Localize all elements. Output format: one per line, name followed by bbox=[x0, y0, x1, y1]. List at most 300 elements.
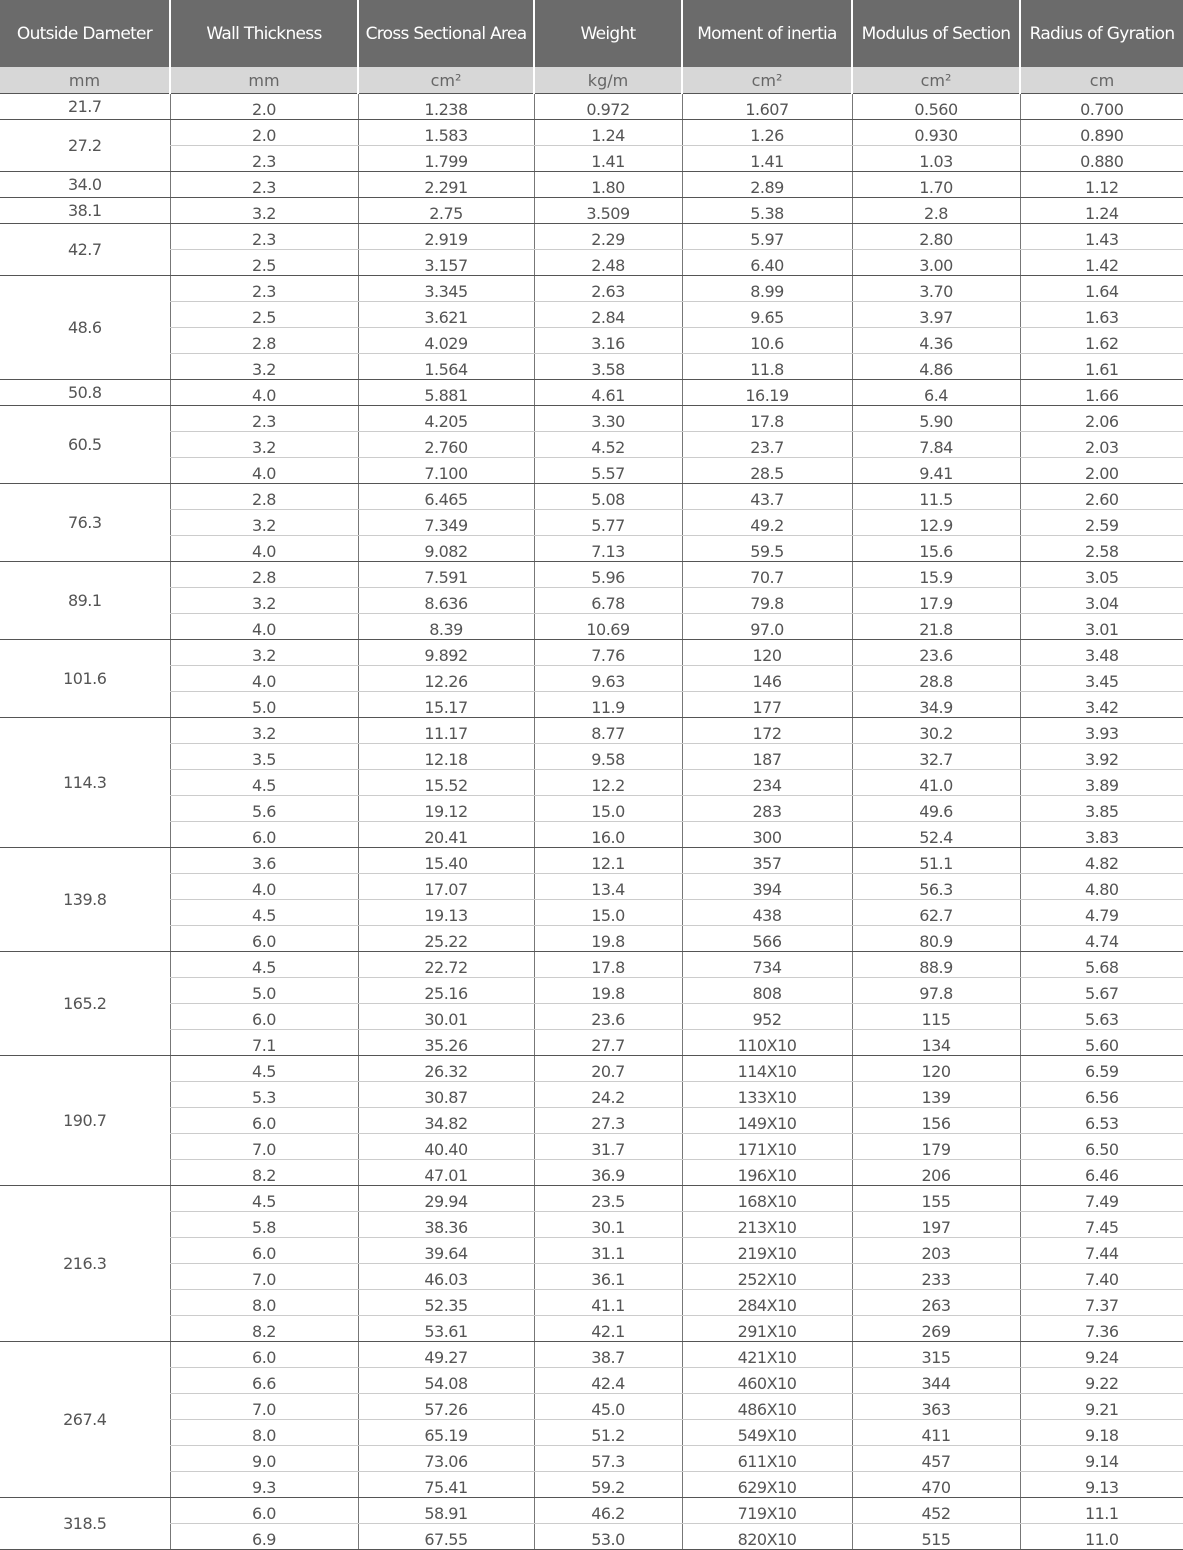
weight-cell: 45.0 bbox=[534, 1394, 682, 1420]
weight-cell: 51.2 bbox=[534, 1420, 682, 1446]
modulus-of-section-cell: 344 bbox=[852, 1368, 1020, 1394]
unit-cross-sectional-area: cm² bbox=[358, 67, 534, 94]
table-row bbox=[0, 510, 1183, 536]
modulus-of-section-cell: 457 bbox=[852, 1446, 1020, 1472]
radius-of-gyration-cell: 3.83 bbox=[1020, 822, 1183, 848]
cross-sectional-area-cell: 73.06 bbox=[358, 1446, 534, 1472]
moment-of-inertia-cell: 5.38 bbox=[682, 198, 852, 224]
wall-thickness-cell: 2.3 bbox=[170, 146, 358, 172]
unit-moment-of-inertia: cm² bbox=[682, 67, 852, 94]
table-row bbox=[0, 354, 1183, 380]
weight-cell: 27.3 bbox=[534, 1108, 682, 1134]
moment-of-inertia-cell: 291X10 bbox=[682, 1316, 852, 1342]
table-row bbox=[0, 1342, 1183, 1368]
moment-of-inertia-cell: 149X10 bbox=[682, 1108, 852, 1134]
table-row bbox=[0, 406, 1183, 432]
outside-diameter-cell: 50.8 bbox=[0, 380, 170, 406]
wall-thickness-cell: 5.6 bbox=[170, 796, 358, 822]
outside-diameter-cell: 42.7 bbox=[0, 224, 170, 276]
weight-cell: 13.4 bbox=[534, 874, 682, 900]
radius-of-gyration-cell: 9.14 bbox=[1020, 1446, 1183, 1472]
modulus-of-section-cell: 32.7 bbox=[852, 744, 1020, 770]
moment-of-inertia-cell: 70.7 bbox=[682, 562, 852, 588]
header-radius-of-gyration: Radius of Gyration bbox=[1020, 0, 1183, 67]
radius-of-gyration-cell: 3.05 bbox=[1020, 562, 1183, 588]
modulus-of-section-cell: 470 bbox=[852, 1472, 1020, 1498]
modulus-of-section-cell: 156 bbox=[852, 1108, 1020, 1134]
table-row bbox=[0, 224, 1183, 250]
cross-sectional-area-cell: 6.465 bbox=[358, 484, 534, 510]
wall-thickness-cell: 5.3 bbox=[170, 1082, 358, 1108]
wall-thickness-cell: 6.0 bbox=[170, 1004, 358, 1030]
radius-of-gyration-cell: 4.80 bbox=[1020, 874, 1183, 900]
modulus-of-section-cell: 12.9 bbox=[852, 510, 1020, 536]
wall-thickness-cell: 7.1 bbox=[170, 1030, 358, 1056]
wall-thickness-cell: 7.0 bbox=[170, 1134, 358, 1160]
moment-of-inertia-cell: 49.2 bbox=[682, 510, 852, 536]
weight-cell: 57.3 bbox=[534, 1446, 682, 1472]
modulus-of-section-cell: 1.70 bbox=[852, 172, 1020, 198]
moment-of-inertia-cell: 110X10 bbox=[682, 1030, 852, 1056]
modulus-of-section-cell: 52.4 bbox=[852, 822, 1020, 848]
cross-sectional-area-cell: 46.03 bbox=[358, 1264, 534, 1290]
cross-sectional-area-cell: 38.36 bbox=[358, 1212, 534, 1238]
cross-sectional-area-cell: 9.082 bbox=[358, 536, 534, 562]
modulus-of-section-cell: 2.80 bbox=[852, 224, 1020, 250]
modulus-of-section-cell: 233 bbox=[852, 1264, 1020, 1290]
table-row bbox=[0, 1212, 1183, 1238]
radius-of-gyration-cell: 11.1 bbox=[1020, 1498, 1183, 1524]
cross-sectional-area-cell: 25.16 bbox=[358, 978, 534, 1004]
cross-sectional-area-cell: 35.26 bbox=[358, 1030, 534, 1056]
wall-thickness-cell: 2.0 bbox=[170, 120, 358, 146]
radius-of-gyration-cell: 5.63 bbox=[1020, 1004, 1183, 1030]
cross-sectional-area-cell: 15.40 bbox=[358, 848, 534, 874]
cross-sectional-area-cell: 3.157 bbox=[358, 250, 534, 276]
radius-of-gyration-cell: 2.58 bbox=[1020, 536, 1183, 562]
wall-thickness-cell: 2.5 bbox=[170, 302, 358, 328]
radius-of-gyration-cell: 9.13 bbox=[1020, 1472, 1183, 1498]
moment-of-inertia-cell: 719X10 bbox=[682, 1498, 852, 1524]
radius-of-gyration-cell: 5.60 bbox=[1020, 1030, 1183, 1056]
weight-cell: 16.0 bbox=[534, 822, 682, 848]
radius-of-gyration-cell: 0.700 bbox=[1020, 94, 1183, 120]
moment-of-inertia-cell: 9.65 bbox=[682, 302, 852, 328]
weight-cell: 12.2 bbox=[534, 770, 682, 796]
radius-of-gyration-cell: 2.60 bbox=[1020, 484, 1183, 510]
table-row bbox=[0, 198, 1183, 224]
wall-thickness-cell: 7.0 bbox=[170, 1394, 358, 1420]
table-row bbox=[0, 900, 1183, 926]
weight-cell: 0.972 bbox=[534, 94, 682, 120]
modulus-of-section-cell: 269 bbox=[852, 1316, 1020, 1342]
table-row bbox=[0, 822, 1183, 848]
moment-of-inertia-cell: 6.40 bbox=[682, 250, 852, 276]
wall-thickness-cell: 8.2 bbox=[170, 1160, 358, 1186]
radius-of-gyration-cell: 7.45 bbox=[1020, 1212, 1183, 1238]
cross-sectional-area-cell: 22.72 bbox=[358, 952, 534, 978]
cross-sectional-area-cell: 12.18 bbox=[358, 744, 534, 770]
wall-thickness-cell: 8.0 bbox=[170, 1290, 358, 1316]
cross-sectional-area-cell: 9.892 bbox=[358, 640, 534, 666]
moment-of-inertia-cell: 11.8 bbox=[682, 354, 852, 380]
table-row bbox=[0, 1472, 1183, 1498]
radius-of-gyration-cell: 3.45 bbox=[1020, 666, 1183, 692]
moment-of-inertia-cell: 196X10 bbox=[682, 1160, 852, 1186]
cross-sectional-area-cell: 67.55 bbox=[358, 1524, 534, 1550]
weight-cell: 7.76 bbox=[534, 640, 682, 666]
weight-cell: 3.509 bbox=[534, 198, 682, 224]
modulus-of-section-cell: 97.8 bbox=[852, 978, 1020, 1004]
cross-sectional-area-cell: 11.17 bbox=[358, 718, 534, 744]
cross-sectional-area-cell: 15.52 bbox=[358, 770, 534, 796]
moment-of-inertia-cell: 43.7 bbox=[682, 484, 852, 510]
moment-of-inertia-cell: 97.0 bbox=[682, 614, 852, 640]
radius-of-gyration-cell: 1.62 bbox=[1020, 328, 1183, 354]
moment-of-inertia-cell: 59.5 bbox=[682, 536, 852, 562]
cross-sectional-area-cell: 47.01 bbox=[358, 1160, 534, 1186]
table-row bbox=[0, 1446, 1183, 1472]
moment-of-inertia-cell: 16.19 bbox=[682, 380, 852, 406]
table-row bbox=[0, 432, 1183, 458]
header-title-row bbox=[0, 0, 1183, 67]
modulus-of-section-cell: 206 bbox=[852, 1160, 1020, 1186]
wall-thickness-cell: 6.0 bbox=[170, 1342, 358, 1368]
table-row bbox=[0, 146, 1183, 172]
table-row bbox=[0, 1238, 1183, 1264]
moment-of-inertia-cell: 357 bbox=[682, 848, 852, 874]
header-weight: Weight bbox=[534, 0, 682, 67]
weight-cell: 20.7 bbox=[534, 1056, 682, 1082]
moment-of-inertia-cell: 172 bbox=[682, 718, 852, 744]
outside-diameter-cell: 267.4 bbox=[0, 1342, 170, 1498]
radius-of-gyration-cell: 7.37 bbox=[1020, 1290, 1183, 1316]
radius-of-gyration-cell: 7.40 bbox=[1020, 1264, 1183, 1290]
table-row bbox=[0, 1264, 1183, 1290]
header-unit-row bbox=[0, 67, 1183, 94]
table-row bbox=[0, 1394, 1183, 1420]
cross-sectional-area-cell: 29.94 bbox=[358, 1186, 534, 1212]
wall-thickness-cell: 2.8 bbox=[170, 328, 358, 354]
cross-sectional-area-cell: 54.08 bbox=[358, 1368, 534, 1394]
table-row bbox=[0, 770, 1183, 796]
cross-sectional-area-cell: 1.564 bbox=[358, 354, 534, 380]
unit-modulus-of-section: cm² bbox=[852, 67, 1020, 94]
table-row bbox=[0, 172, 1183, 198]
modulus-of-section-cell: 80.9 bbox=[852, 926, 1020, 952]
cross-sectional-area-cell: 3.621 bbox=[358, 302, 534, 328]
radius-of-gyration-cell: 3.92 bbox=[1020, 744, 1183, 770]
table-row bbox=[0, 978, 1183, 1004]
modulus-of-section-cell: 120 bbox=[852, 1056, 1020, 1082]
weight-cell: 42.1 bbox=[534, 1316, 682, 1342]
header-outside-diameter: Outside Dameter bbox=[0, 0, 170, 67]
weight-cell: 9.58 bbox=[534, 744, 682, 770]
table-row bbox=[0, 562, 1183, 588]
wall-thickness-cell: 4.0 bbox=[170, 666, 358, 692]
table-row bbox=[0, 120, 1183, 146]
weight-cell: 1.80 bbox=[534, 172, 682, 198]
radius-of-gyration-cell: 9.18 bbox=[1020, 1420, 1183, 1446]
cross-sectional-area-cell: 8.636 bbox=[358, 588, 534, 614]
modulus-of-section-cell: 1.03 bbox=[852, 146, 1020, 172]
moment-of-inertia-cell: 114X10 bbox=[682, 1056, 852, 1082]
outside-diameter-cell: 101.6 bbox=[0, 640, 170, 718]
table-row bbox=[0, 640, 1183, 666]
wall-thickness-cell: 3.2 bbox=[170, 718, 358, 744]
modulus-of-section-cell: 263 bbox=[852, 1290, 1020, 1316]
weight-cell: 2.84 bbox=[534, 302, 682, 328]
moment-of-inertia-cell: 17.8 bbox=[682, 406, 852, 432]
outside-diameter-cell: 27.2 bbox=[0, 120, 170, 172]
wall-thickness-cell: 2.8 bbox=[170, 484, 358, 510]
moment-of-inertia-cell: 146 bbox=[682, 666, 852, 692]
table-row bbox=[0, 1134, 1183, 1160]
outside-diameter-cell: 34.0 bbox=[0, 172, 170, 198]
weight-cell: 17.8 bbox=[534, 952, 682, 978]
table-row bbox=[0, 796, 1183, 822]
radius-of-gyration-cell: 2.03 bbox=[1020, 432, 1183, 458]
outside-diameter-cell: 114.3 bbox=[0, 718, 170, 848]
unit-weight: kg/m bbox=[534, 67, 682, 94]
weight-cell: 2.48 bbox=[534, 250, 682, 276]
wall-thickness-cell: 6.0 bbox=[170, 1238, 358, 1264]
table-row bbox=[0, 1056, 1183, 1082]
moment-of-inertia-cell: 300 bbox=[682, 822, 852, 848]
cross-sectional-area-cell: 8.39 bbox=[358, 614, 534, 640]
cross-sectional-area-cell: 2.291 bbox=[358, 172, 534, 198]
table-row bbox=[0, 1498, 1183, 1524]
weight-cell: 3.30 bbox=[534, 406, 682, 432]
radius-of-gyration-cell: 3.93 bbox=[1020, 718, 1183, 744]
modulus-of-section-cell: 203 bbox=[852, 1238, 1020, 1264]
radius-of-gyration-cell: 7.36 bbox=[1020, 1316, 1183, 1342]
table-row bbox=[0, 588, 1183, 614]
cross-sectional-area-cell: 30.87 bbox=[358, 1082, 534, 1108]
cross-sectional-area-cell: 26.32 bbox=[358, 1056, 534, 1082]
outside-diameter-cell: 165.2 bbox=[0, 952, 170, 1056]
weight-cell: 10.69 bbox=[534, 614, 682, 640]
outside-diameter-cell: 139.8 bbox=[0, 848, 170, 952]
wall-thickness-cell: 5.8 bbox=[170, 1212, 358, 1238]
modulus-of-section-cell: 41.0 bbox=[852, 770, 1020, 796]
radius-of-gyration-cell: 1.64 bbox=[1020, 276, 1183, 302]
table-row bbox=[0, 1290, 1183, 1316]
wall-thickness-cell: 5.0 bbox=[170, 978, 358, 1004]
moment-of-inertia-cell: 1.41 bbox=[682, 146, 852, 172]
wall-thickness-cell: 4.5 bbox=[170, 770, 358, 796]
table-row bbox=[0, 1420, 1183, 1446]
outside-diameter-cell: 190.7 bbox=[0, 1056, 170, 1186]
modulus-of-section-cell: 115 bbox=[852, 1004, 1020, 1030]
moment-of-inertia-cell: 486X10 bbox=[682, 1394, 852, 1420]
moment-of-inertia-cell: 611X10 bbox=[682, 1446, 852, 1472]
wall-thickness-cell: 4.5 bbox=[170, 900, 358, 926]
table-row bbox=[0, 1160, 1183, 1186]
weight-cell: 38.7 bbox=[534, 1342, 682, 1368]
moment-of-inertia-cell: 820X10 bbox=[682, 1524, 852, 1550]
weight-cell: 4.52 bbox=[534, 432, 682, 458]
table-row bbox=[0, 926, 1183, 952]
weight-cell: 15.0 bbox=[534, 796, 682, 822]
moment-of-inertia-cell: 734 bbox=[682, 952, 852, 978]
weight-cell: 23.5 bbox=[534, 1186, 682, 1212]
radius-of-gyration-cell: 1.66 bbox=[1020, 380, 1183, 406]
wall-thickness-cell: 4.0 bbox=[170, 536, 358, 562]
table-row bbox=[0, 1368, 1183, 1394]
cross-sectional-area-cell: 57.26 bbox=[358, 1394, 534, 1420]
wall-thickness-cell: 3.6 bbox=[170, 848, 358, 874]
outside-diameter-cell: 21.7 bbox=[0, 94, 170, 120]
wall-thickness-cell: 4.0 bbox=[170, 458, 358, 484]
moment-of-inertia-cell: 23.7 bbox=[682, 432, 852, 458]
modulus-of-section-cell: 7.84 bbox=[852, 432, 1020, 458]
cross-sectional-area-cell: 7.100 bbox=[358, 458, 534, 484]
weight-cell: 3.58 bbox=[534, 354, 682, 380]
cross-sectional-area-cell: 5.881 bbox=[358, 380, 534, 406]
modulus-of-section-cell: 4.86 bbox=[852, 354, 1020, 380]
wall-thickness-cell: 8.2 bbox=[170, 1316, 358, 1342]
modulus-of-section-cell: 9.41 bbox=[852, 458, 1020, 484]
wall-thickness-cell: 3.5 bbox=[170, 744, 358, 770]
wall-thickness-cell: 4.0 bbox=[170, 614, 358, 640]
radius-of-gyration-cell: 1.42 bbox=[1020, 250, 1183, 276]
wall-thickness-cell: 3.2 bbox=[170, 354, 358, 380]
outside-diameter-cell: 48.6 bbox=[0, 276, 170, 380]
moment-of-inertia-cell: 171X10 bbox=[682, 1134, 852, 1160]
weight-cell: 3.16 bbox=[534, 328, 682, 354]
modulus-of-section-cell: 197 bbox=[852, 1212, 1020, 1238]
wall-thickness-cell: 6.0 bbox=[170, 1108, 358, 1134]
weight-cell: 19.8 bbox=[534, 926, 682, 952]
radius-of-gyration-cell: 4.79 bbox=[1020, 900, 1183, 926]
table-row bbox=[0, 1030, 1183, 1056]
moment-of-inertia-cell: 8.99 bbox=[682, 276, 852, 302]
header-moment-of-inertia: Moment of inertia bbox=[682, 0, 852, 67]
radius-of-gyration-cell: 4.82 bbox=[1020, 848, 1183, 874]
cross-sectional-area-cell: 2.760 bbox=[358, 432, 534, 458]
cross-sectional-area-cell: 30.01 bbox=[358, 1004, 534, 1030]
header-modulus-of-section: Modulus of Section bbox=[852, 0, 1020, 67]
weight-cell: 59.2 bbox=[534, 1472, 682, 1498]
moment-of-inertia-cell: 438 bbox=[682, 900, 852, 926]
moment-of-inertia-cell: 1.26 bbox=[682, 120, 852, 146]
wall-thickness-cell: 2.3 bbox=[170, 224, 358, 250]
moment-of-inertia-cell: 177 bbox=[682, 692, 852, 718]
modulus-of-section-cell: 3.00 bbox=[852, 250, 1020, 276]
moment-of-inertia-cell: 808 bbox=[682, 978, 852, 1004]
wall-thickness-cell: 4.5 bbox=[170, 1056, 358, 1082]
weight-cell: 1.41 bbox=[534, 146, 682, 172]
moment-of-inertia-cell: 120 bbox=[682, 640, 852, 666]
radius-of-gyration-cell: 2.06 bbox=[1020, 406, 1183, 432]
wall-thickness-cell: 4.5 bbox=[170, 952, 358, 978]
radius-of-gyration-cell: 3.04 bbox=[1020, 588, 1183, 614]
radius-of-gyration-cell: 6.46 bbox=[1020, 1160, 1183, 1186]
table-row bbox=[0, 692, 1183, 718]
modulus-of-section-cell: 15.6 bbox=[852, 536, 1020, 562]
modulus-of-section-cell: 49.6 bbox=[852, 796, 1020, 822]
radius-of-gyration-cell: 6.53 bbox=[1020, 1108, 1183, 1134]
weight-cell: 5.77 bbox=[534, 510, 682, 536]
cross-sectional-area-cell: 40.40 bbox=[358, 1134, 534, 1160]
outside-diameter-cell: 318.5 bbox=[0, 1498, 170, 1550]
outside-diameter-cell: 38.1 bbox=[0, 198, 170, 224]
radius-of-gyration-cell: 6.50 bbox=[1020, 1134, 1183, 1160]
weight-cell: 5.96 bbox=[534, 562, 682, 588]
outside-diameter-cell: 76.3 bbox=[0, 484, 170, 562]
wall-thickness-cell: 4.5 bbox=[170, 1186, 358, 1212]
cross-sectional-area-cell: 19.12 bbox=[358, 796, 534, 822]
radius-of-gyration-cell: 4.74 bbox=[1020, 926, 1183, 952]
table-row bbox=[0, 874, 1183, 900]
wall-thickness-cell: 2.3 bbox=[170, 276, 358, 302]
weight-cell: 1.24 bbox=[534, 120, 682, 146]
wall-thickness-cell: 2.3 bbox=[170, 172, 358, 198]
weight-cell: 23.6 bbox=[534, 1004, 682, 1030]
radius-of-gyration-cell: 2.59 bbox=[1020, 510, 1183, 536]
wall-thickness-cell: 3.2 bbox=[170, 588, 358, 614]
wall-thickness-cell: 3.2 bbox=[170, 510, 358, 536]
wall-thickness-cell: 3.2 bbox=[170, 432, 358, 458]
cross-sectional-area-cell: 25.22 bbox=[358, 926, 534, 952]
moment-of-inertia-cell: 394 bbox=[682, 874, 852, 900]
weight-cell: 4.61 bbox=[534, 380, 682, 406]
radius-of-gyration-cell: 3.89 bbox=[1020, 770, 1183, 796]
moment-of-inertia-cell: 234 bbox=[682, 770, 852, 796]
cross-sectional-area-cell: 12.26 bbox=[358, 666, 534, 692]
modulus-of-section-cell: 515 bbox=[852, 1524, 1020, 1550]
radius-of-gyration-cell: 2.00 bbox=[1020, 458, 1183, 484]
radius-of-gyration-cell: 0.880 bbox=[1020, 146, 1183, 172]
cross-sectional-area-cell: 52.35 bbox=[358, 1290, 534, 1316]
radius-of-gyration-cell: 7.44 bbox=[1020, 1238, 1183, 1264]
header-wall-thickness: Wall Thickness bbox=[170, 0, 358, 67]
weight-cell: 42.4 bbox=[534, 1368, 682, 1394]
moment-of-inertia-cell: 2.89 bbox=[682, 172, 852, 198]
wall-thickness-cell: 2.8 bbox=[170, 562, 358, 588]
wall-thickness-cell: 4.0 bbox=[170, 380, 358, 406]
wall-thickness-cell: 2.0 bbox=[170, 94, 358, 120]
radius-of-gyration-cell: 9.21 bbox=[1020, 1394, 1183, 1420]
outside-diameter-cell: 216.3 bbox=[0, 1186, 170, 1342]
wall-thickness-cell: 3.2 bbox=[170, 198, 358, 224]
weight-cell: 6.78 bbox=[534, 588, 682, 614]
weight-cell: 9.63 bbox=[534, 666, 682, 692]
table-row bbox=[0, 666, 1183, 692]
modulus-of-section-cell: 4.36 bbox=[852, 328, 1020, 354]
table-row bbox=[0, 302, 1183, 328]
modulus-of-section-cell: 88.9 bbox=[852, 952, 1020, 978]
cross-sectional-area-cell: 19.13 bbox=[358, 900, 534, 926]
modulus-of-section-cell: 0.930 bbox=[852, 120, 1020, 146]
radius-of-gyration-cell: 3.01 bbox=[1020, 614, 1183, 640]
modulus-of-section-cell: 3.97 bbox=[852, 302, 1020, 328]
table-row bbox=[0, 328, 1183, 354]
table-row bbox=[0, 250, 1183, 276]
weight-cell: 27.7 bbox=[534, 1030, 682, 1056]
wall-thickness-cell: 6.0 bbox=[170, 822, 358, 848]
moment-of-inertia-cell: 5.97 bbox=[682, 224, 852, 250]
modulus-of-section-cell: 2.8 bbox=[852, 198, 1020, 224]
weight-cell: 19.8 bbox=[534, 978, 682, 1004]
table-row bbox=[0, 614, 1183, 640]
radius-of-gyration-cell: 1.43 bbox=[1020, 224, 1183, 250]
table-row bbox=[0, 1004, 1183, 1030]
weight-cell: 30.1 bbox=[534, 1212, 682, 1238]
cross-sectional-area-cell: 4.205 bbox=[358, 406, 534, 432]
weight-cell: 36.1 bbox=[534, 1264, 682, 1290]
